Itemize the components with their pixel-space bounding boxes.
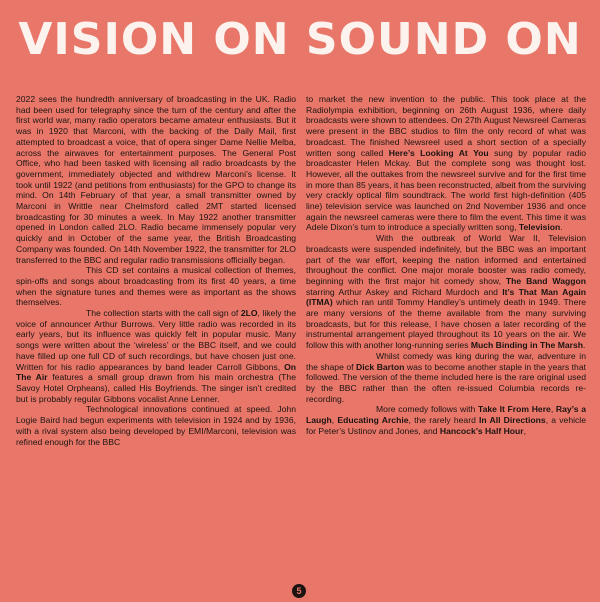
track-title: Here’s Looking At You	[388, 147, 489, 158]
track-title: Dick Barton	[356, 361, 405, 372]
track-title: The Band Waggon	[505, 275, 586, 286]
track-title: Television	[518, 222, 561, 233]
page-title: VISION ON SOUND ON	[18, 14, 582, 65]
right-column	[306, 94, 586, 584]
paragraph: to market the new invention to the public. This took place at the Radiolympia exhibition, beginning on 26th August 1936, where daily broadcasts were shown to attendees. On 27th August Newsreel Cameras were present in the BBC studios to film the only record of what was broadcast. The finished Newsreel used a short section of a specially written song called Here’s Looking At You sung by popular radio broadcaster Helen Mckay. But the complete song was thought lost. However, all the outtakes from the newsreel survive and for the first time in more than 85 years, it has been reconstructed, albeit from the surviving very crackly optical film soundtrack. The world first high-definition (405 line) television service was launched on 2nd November 1936 and once again the newsreel cameras were there to film the event. This time it was Adele Dixon’s turn to introduce a specially written song, Television.	[306, 94, 586, 233]
track-title: Take It From Here	[477, 404, 551, 415]
track-title: Much Binding in The Marsh	[470, 340, 584, 351]
track-title: On The Air	[16, 361, 296, 383]
paragraph: With the outbreak of World War II, Television broadcasts were suspended indefinitely, but the BBC was an important part of the war effort, keeping the nation informed and entertained throughout the conflict. One major morale booster was radio comedy, beginning with the first major hit comedy show, The Band Waggon starring Arthur Askey and Richard Murdoch and It’s That Man Again (ITMA) which ran until Tommy Handley’s untimely death in 1949. There are many versions of the theme available from the many surviving broadcasts, but for this release, I have chosen a later recording of the instrumental arrangement played throughout its 10 years on the air. We follow this with another long-running series Much Binding in The Marsh.	[306, 233, 586, 351]
page-number: 5	[292, 584, 306, 598]
track-title: Educating Archie	[337, 415, 409, 426]
article-body	[16, 94, 586, 584]
paragraph: More comedy follows with Take It From Here, Ray’s a Laugh, Educating Archie, the rarely heard In All Directions, a vehicle for Peter’s Ustinov and Jones, and Hancock’s Half Hour,	[306, 404, 586, 436]
track-title: Ray’s a Laugh	[306, 404, 586, 426]
paragraph: The collection starts with the call sign of 2LO, likely the voice of announcer Arthur Burrows. Very little radio was recorded in its early years, but its influence was quickly felt in popular music. Many songs were written about the ‘wireless’ or the BBC itself, and we could have filled up one full CD of such recordings, but have chosen just one. Written for his radio appearances by band leader Carroll Gibbons, On The Air features a small group drawn from his main orchestra (The Savoy Hotel Orpheans), called His Boyfriends. The singer isn’t credited but is probably regular Gibbons vocalist Anne Lenner.	[16, 308, 296, 404]
paragraph: This CD set contains a musical collection of themes, spin-offs and songs about broadcasting from its first 40 years, a time when the signature tunes and themes were as important as the shows themselves.	[16, 265, 296, 308]
track-title: 2LO	[240, 308, 258, 319]
track-title: It’s That Man Again (ITMA)	[306, 286, 586, 308]
left-column	[16, 94, 296, 584]
paragraph: 2022 sees the hundredth anniversary of broadcasting in the UK. Radio had been used for telegraphy since the turn of the century and after the first world war, many radio operators became amateur enthusiasts. But it was in 1920 that Marconi, with the backing of the Daily Mail, first attempted to broadcast a voice, that of opera singer Dame Nellie Melba, across the airwaves for entertainment purposes. The General Post Office, who had been tasked with licensing all radio broadcasts by the government, immediately objected and withdrew Marconi’s license. It took until 1922 (and petitions from enthusiasts) for the GPO to change its mind. On 14th February of that year, a small transmitter owned by Marconi in Writtle near Chelmsford called 2MT started licensed broadcasting for 30 minutes a week. In May 1922 another transmitter opened in London called 2LO. Radio became immensely popular very quickly and in October of the same year, the British Broadcasting Company was founded. On 14th November 1922, the transmitter for 2LO transferred to the BBC and regular radio transmissions officially began.	[16, 94, 296, 265]
track-title: In All Directions	[479, 415, 546, 426]
paragraph: Whilst comedy was king during the war, adventure in the shape of Dick Barton was to become another staple in the years that followed. The version of the theme included here is the rare original used by the BBC rather than the often re-issued Columbia records re-recording.	[306, 350, 586, 404]
track-title: Hancock’s Half Hour	[439, 425, 524, 436]
paragraph: Technological innovations continued at speed. John Logie Baird had begun experiments with television in 1924 and by 1936, with a rival system also being developed by EMI/Marconi, television was refined enough for the BBC	[16, 404, 296, 447]
